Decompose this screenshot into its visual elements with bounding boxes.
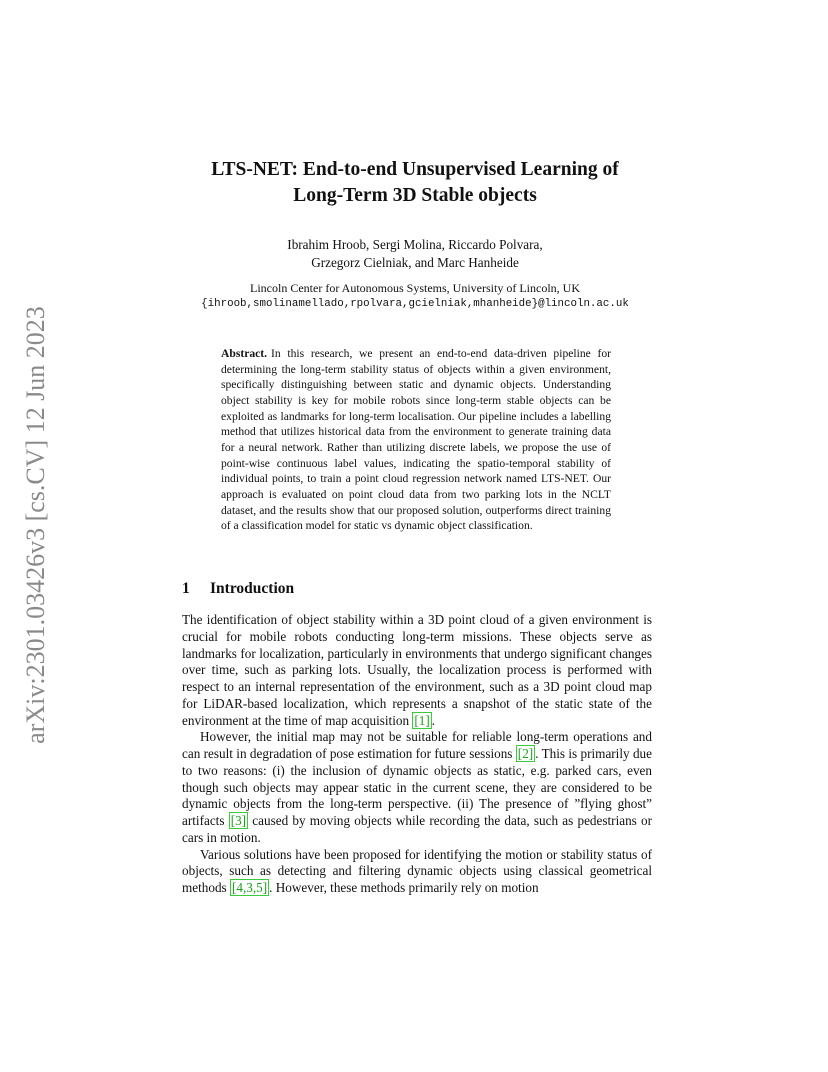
paragraph-text: Various solutions have been proposed for identifying the motion or stability status of objects, such as detecting and filtering dynamic objects using classical geometrical methods <box>182 846 652 895</box>
paragraph-text: . <box>431 712 436 728</box>
paragraph-text: . However, these methods primarily rely on motion <box>269 880 539 895</box>
abstract <box>221 346 611 534</box>
section-number: 1 <box>182 580 190 597</box>
paragraph-text: . This is primarily due to two reasons: (i) the inclusion of dynamic objects as static, e.g. parked cars, even though such objects may appear static in the current scene, they are considered to be dynamic objects from the long-term perspective. (ii) The presence of ”flying ghost” artifacts <box>182 746 652 828</box>
title-line-1: LTS-NET: End-to-end Unsupervised Learning of <box>211 159 619 180</box>
author-emails: {ihroob,smolinamellado,rpolvara,gcielniak,mhanheide}@lincoln.ac.uk <box>201 298 629 310</box>
citation-link[interactable]: [1] <box>414 712 430 728</box>
citation-link[interactable]: [2] <box>517 746 534 761</box>
abstract-text: In this research, we present an end-to-end data-driven pipeline for determining the long-term stability status of objects within a given environment, specifically distinguishing between static and dynamic objects. Understanding object stability is key for mobile robots since long-term stable objects can be exploited as landmarks for long-term localisation. Our pipeline includes a labelling method that utilizes historical data from the environment to generate training data for a neural network. Rather than utilizing discrete labels, we propose the use of point-wise continuous label values, indicating the spatio-temporal stability of individual points, to train a point cloud regression network named LTS-NET. Our approach is evaluated on point cloud data from two parking lots in the NCLT dataset, and the results show that our proposed solution, outperforms direct training of a classification model for static vs dynamic object classification. <box>221 347 611 533</box>
paragraph-text: caused by moving objects while recording the data, such as pedestrians or cars in motion. <box>182 813 653 845</box>
paragraph-text: The identification of object stability within a 3D point cloud of a given environment is crucial for mobile robots conducting long-term missions. These objects serve as landmarks for localization, particularly in environments that undergo significant changes over time, such as parking lots. Usually, the localization process is performed with respect to an internal representation of the environment, such as a 3D point cloud map for LiDAR-based localization, which represents a snapshot of the static state of the environment at the time of map acquisition <box>182 612 652 728</box>
paper-title <box>170 157 660 209</box>
affiliation-block <box>160 280 670 312</box>
section-title: Introduction <box>210 580 295 597</box>
section-heading <box>182 580 294 598</box>
citation-link[interactable]: [3] <box>230 813 247 828</box>
arxiv-id-text: arXiv:2301.03426v3 [cs.CV] 12 Jun 2023 <box>21 306 51 744</box>
arxiv-identifier <box>16 290 56 760</box>
authors-line-1: Ibrahim Hroob, Sergi Molina, Riccardo Polvara, <box>287 237 543 252</box>
paragraph <box>182 729 652 846</box>
introduction-body <box>182 612 652 897</box>
abstract-label: Abstract. <box>221 347 268 360</box>
paragraph-text: However, the initial map may not be suitable for reliable long-term operations and can result in degradation of pose estimation for future sessions <box>182 729 652 761</box>
paragraph <box>182 612 652 729</box>
authors-line-2: Grzegorz Cielniak, and Marc Hanheide <box>311 255 519 270</box>
affiliation: Lincoln Center for Autonomous Systems, University of Lincoln, UK <box>250 281 580 295</box>
title-line-2: Long-Term 3D Stable objects <box>293 185 537 206</box>
paragraph <box>182 847 652 897</box>
citation-link[interactable]: [4,3,5] <box>232 880 268 895</box>
author-list <box>190 236 640 272</box>
